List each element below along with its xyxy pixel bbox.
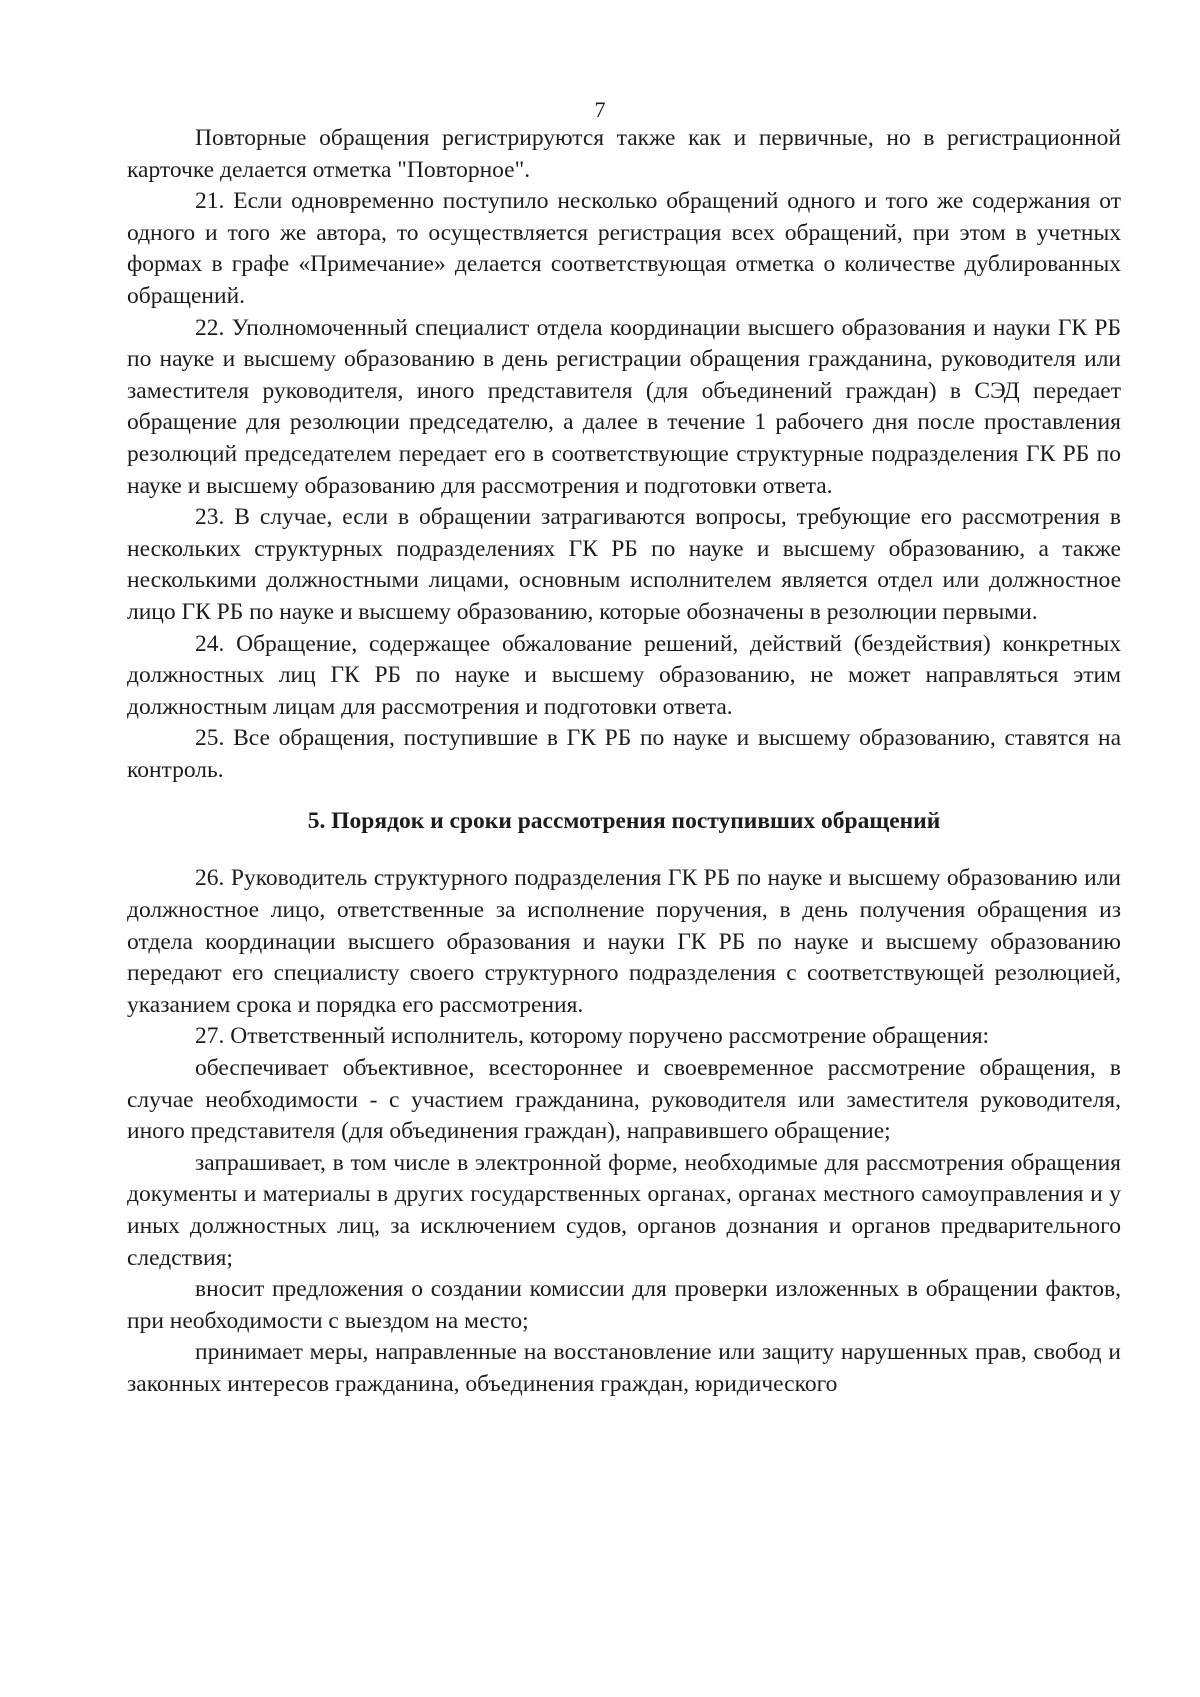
paragraph-22: 22. Уполномоченный специалист отдела координации высшего образования и науки ГК РБ по науке и высшему образованию в день регистрации обращения гражданина, руководителя или заместителя руководителя, иного представителя (для объединений граждан) в СЭД передает обращение для резолюции председателю, а далее в течение 1 рабочего дня после проставления резолюций председателем передает его в соответствующие структурные подразделения ГК РБ по науке и высшему образованию для рассмотрения и подготовки ответа. [127,314,1121,499]
paragraph-26: 26. Руководитель структурного подразделения ГК РБ по науке и высшему образованию или должностное лицо, ответственные за исполнение поручения, в день получения обращения из отдела координации высшего образования и науки ГК РБ по науке и высшему образованию передают его специалисту своего структурного подразделения с соответствующей резолюцией, указанием срока и порядка его рассмотрения. [127,865,1121,1018]
paragraph-25: 25. Все обращения, поступившие в ГК РБ по науке и высшему образованию, ставятся на контроль. [127,725,1121,783]
paragraph-27-item-requests: запрашивает, в том числе в электронной форме, необходимые для рассмотрения обращения документы и материалы в других государственных органах, органах местного самоуправления и у иных должностных лиц, за исключением судов, органов дознания и органов предварительного следствия; [127,1149,1121,1271]
paragraph-27-item-proposes: вносит предложения о создании комиссии для проверки изложенных в обращении фактов, при необходимости с выездом на место; [127,1276,1121,1334]
document-body [127,123,1121,1401]
section-heading: 5. Порядок и сроки рассмотрения поступивших обращений [307,808,941,835]
paragraph-27-item-measures: принимает меры, направленные на восстановление или защиту нарушенных прав, свобод и законных интересов гражданина, объединения граждан, юридического [127,1339,1121,1397]
paragraph-27-item-ensures: обеспечивает объективное, всестороннее и своевременное рассмотрение обращения, в случае необходимости - с участием гражданина, руководителя или заместителя руководителя, иного представителя (для объединения граждан), направившего обращение; [127,1055,1121,1145]
paragraph-21: 21. Если одновременно поступило несколько обращений одного и того же содержания от одного и того же автора, то осуществляется регистрация всех обращений, при этом в учетных формах в графе «Примечание» делается соответствующая отметка о количестве дублированных обращений. [127,188,1121,309]
page-number: 7 [594,97,606,122]
paragraph-24: 24. Обращение, содержащее обжалование решений, действий (бездействия) конкретных должностных лиц ГК РБ по науке и высшему образованию, не может направляться этим должностным лицам для рассмотрения и подготовки ответа. [127,630,1121,720]
paragraph-23: 23. В случае, если в обращении затрагиваются вопросы, требующие его рассмотрения в нескольких структурных подразделениях ГК РБ по науке и высшему образованию, а также несколькими должностными лицами, основным исполнителем является отдел или должностное лицо ГК РБ по науке и высшему образованию, которые обозначены в резолюции первыми. [127,504,1121,625]
paragraph-27: 27. Ответственный исполнитель, которому поручено рассмотрение обращения: [195,1023,990,1050]
paragraph-repeat-appeals: Повторные обращения регистрируются также как и первичные, но в регистрационной карточке делается отметка "Повторное". [127,125,1121,183]
